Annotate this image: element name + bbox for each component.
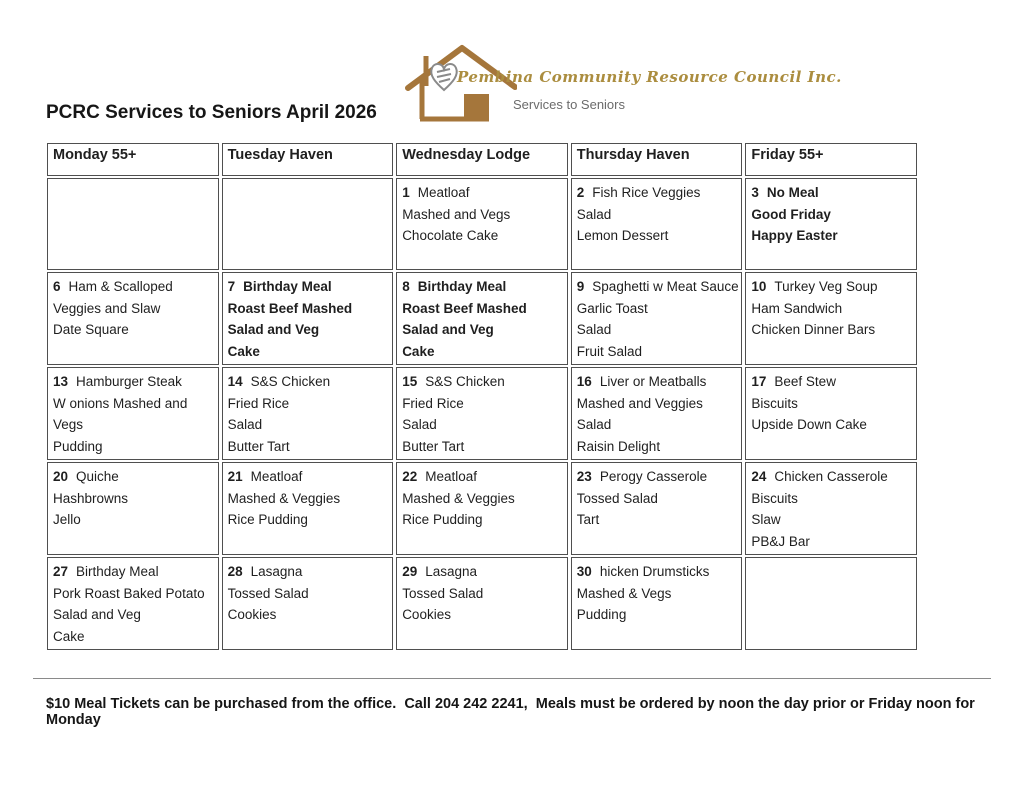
meal-line bbox=[751, 276, 915, 298]
meal-line bbox=[228, 583, 392, 605]
meal-line bbox=[751, 488, 915, 510]
meal-line bbox=[228, 436, 392, 458]
meal-cell-day-3 bbox=[745, 178, 917, 270]
meal-item: Mashed & Vegs bbox=[576, 585, 672, 601]
meal-item: No Meal bbox=[766, 185, 819, 200]
meal-item: Tossed Salad bbox=[227, 585, 309, 601]
meal-cell-day-14 bbox=[222, 367, 394, 460]
meal-item: Liver or Meatballs bbox=[599, 374, 707, 389]
meal-line bbox=[577, 414, 741, 436]
meal-item: Birthday Meal bbox=[417, 279, 507, 294]
meal-cell-day-2 bbox=[571, 178, 743, 270]
meal-item: hicken Drumsticks bbox=[599, 564, 710, 579]
meal-line bbox=[402, 371, 566, 393]
meal-item: Chicken Dinner Bars bbox=[751, 322, 876, 337]
meal-item: Mashed & Veggies bbox=[402, 490, 515, 506]
door-shape bbox=[464, 94, 489, 119]
meal-line bbox=[402, 488, 566, 510]
meal-line bbox=[577, 393, 741, 415]
meal-item: Roast Beef Mashed bbox=[402, 300, 527, 316]
meal-item: S&S Chicken bbox=[250, 374, 331, 389]
meal-line bbox=[577, 466, 741, 488]
heart-hands-icon bbox=[431, 64, 457, 90]
meal-line bbox=[402, 583, 566, 605]
meal-line bbox=[577, 604, 741, 626]
meal-item: Fried Rice bbox=[402, 395, 464, 411]
day-number: 30 bbox=[576, 564, 592, 579]
meal-line bbox=[402, 341, 566, 363]
meal-item: Ham & Scalloped bbox=[68, 279, 173, 294]
meal-line bbox=[228, 371, 392, 393]
meal-item: Salad and Veg bbox=[402, 322, 494, 337]
meal-line bbox=[402, 319, 566, 341]
day-number: 10 bbox=[751, 279, 767, 294]
footer-note: $10 Meal Tickets can be purchased from the office. Call 204 242 2241, Meals must be ordered by noon the day prior or Friday noon for Monday bbox=[46, 696, 979, 728]
meal-line bbox=[53, 298, 217, 320]
meal-item: Garlic Toast bbox=[576, 300, 648, 316]
meal-line bbox=[228, 509, 392, 531]
meal-line bbox=[402, 466, 566, 488]
day-number: 20 bbox=[53, 469, 69, 484]
meal-item: Salad bbox=[576, 206, 612, 222]
meal-item: Ham Sandwich bbox=[751, 300, 843, 316]
meal-line bbox=[228, 319, 392, 341]
meal-item: Upside Down Cake bbox=[751, 417, 867, 432]
meal-item: Cake bbox=[53, 628, 85, 644]
meal-line bbox=[751, 393, 915, 415]
org-tagline: Services to Seniors bbox=[513, 97, 625, 112]
meal-cell-day-15 bbox=[396, 367, 568, 460]
meal-cell-day-28 bbox=[222, 557, 394, 650]
meal-line bbox=[53, 276, 217, 298]
meal-line bbox=[577, 436, 741, 458]
meal-line bbox=[228, 341, 392, 363]
meal-item: Perogy Casserole bbox=[599, 469, 708, 484]
meal-line bbox=[228, 298, 392, 320]
meal-line bbox=[228, 466, 392, 488]
meal-item: Birthday Meal bbox=[243, 279, 332, 294]
meal-line bbox=[577, 509, 741, 531]
day-column-header: Wednesday Lodge bbox=[396, 143, 568, 176]
day-number: 15 bbox=[402, 374, 418, 389]
meal-item: Slaw bbox=[751, 512, 781, 527]
day-column-header: Tuesday Haven bbox=[222, 143, 394, 176]
day-number: 22 bbox=[402, 469, 418, 484]
meal-item: Good Friday bbox=[751, 206, 831, 222]
day-number: 23 bbox=[576, 469, 592, 484]
calendar-body bbox=[47, 178, 917, 650]
meal-item: Cookies bbox=[227, 607, 277, 622]
day-number: 16 bbox=[576, 374, 592, 389]
calendar-header-row bbox=[47, 143, 917, 176]
meal-item: Mashed & Veggies bbox=[227, 490, 341, 506]
meal-item: Mashed and Vegs bbox=[402, 206, 511, 222]
day-number: 17 bbox=[751, 374, 767, 389]
day-number: 27 bbox=[53, 564, 69, 579]
meal-item: Lemon Dessert bbox=[576, 228, 669, 243]
meal-line bbox=[402, 393, 566, 415]
meal-line bbox=[402, 509, 566, 531]
meal-line bbox=[751, 466, 915, 488]
meal-cell-day-16 bbox=[571, 367, 743, 460]
meal-item: Salad and Veg bbox=[53, 607, 141, 622]
page-title: PCRC Services to Seniors April 2026 bbox=[46, 102, 377, 123]
meal-line bbox=[402, 604, 566, 626]
meal-calendar-table bbox=[44, 141, 920, 652]
meal-cell-day-24 bbox=[745, 462, 917, 555]
meal-cell-day-21 bbox=[222, 462, 394, 555]
meal-cell-day-22 bbox=[396, 462, 568, 555]
meal-line bbox=[577, 371, 741, 393]
pcrc-logo bbox=[405, 42, 842, 128]
meal-item: Hashbrowns bbox=[53, 490, 129, 506]
meal-item: Cake bbox=[227, 343, 260, 359]
meal-item: Beef Stew bbox=[774, 374, 836, 389]
day-number: 28 bbox=[227, 564, 243, 579]
meal-line bbox=[577, 225, 741, 247]
meal-line bbox=[53, 466, 217, 488]
meal-item: Cake bbox=[402, 343, 435, 359]
meal-line bbox=[53, 626, 217, 648]
meal-line bbox=[53, 436, 217, 458]
meal-cell-day-8 bbox=[396, 272, 568, 365]
meal-item: Lasagna bbox=[425, 564, 478, 579]
meal-item: Raisin Delight bbox=[576, 438, 661, 454]
meal-item: Pudding bbox=[53, 438, 103, 454]
meal-line bbox=[53, 583, 217, 605]
meal-item: Fish Rice Veggies bbox=[592, 185, 701, 200]
meal-item: Pudding bbox=[576, 607, 627, 622]
week-row bbox=[47, 462, 917, 555]
meal-line bbox=[228, 393, 392, 415]
meal-item: Chicken Casserole bbox=[774, 469, 888, 484]
meal-item: Biscuits bbox=[751, 490, 798, 506]
meal-item: Salad bbox=[576, 322, 612, 337]
meal-item: Quiche bbox=[76, 469, 119, 484]
meal-line bbox=[402, 561, 566, 583]
meal-item: Mashed and Veggies bbox=[576, 395, 703, 411]
week-row bbox=[47, 178, 917, 270]
meal-line bbox=[228, 488, 392, 510]
meal-line bbox=[402, 204, 566, 226]
org-name: Pembina Community Resource Council Inc. bbox=[457, 68, 842, 86]
day-number: 2 bbox=[576, 185, 585, 200]
day-number: 14 bbox=[227, 374, 243, 389]
meal-item: Meatloaf bbox=[250, 469, 303, 484]
meal-item: W onions Mashed and bbox=[53, 395, 188, 411]
meal-line bbox=[577, 182, 741, 204]
meal-item: Biscuits bbox=[751, 395, 798, 411]
meal-line bbox=[53, 371, 217, 393]
meal-line bbox=[751, 204, 915, 226]
meal-cell-day-1 bbox=[396, 178, 568, 270]
meal-item: Happy Easter bbox=[751, 228, 838, 243]
meal-item: Cookies bbox=[402, 607, 451, 622]
empty-meal-cell bbox=[47, 178, 219, 270]
meal-line bbox=[402, 225, 566, 247]
meal-item: PB&J Bar bbox=[751, 533, 810, 549]
meal-item: Jello bbox=[53, 512, 81, 527]
meal-line bbox=[577, 276, 741, 298]
meal-line bbox=[751, 371, 915, 393]
meal-cell-day-13 bbox=[47, 367, 219, 460]
meal-cell-day-27 bbox=[47, 557, 219, 650]
meal-cell-day-23 bbox=[571, 462, 743, 555]
week-row bbox=[47, 367, 917, 460]
meal-item: Vegs bbox=[53, 417, 84, 432]
meal-line bbox=[402, 414, 566, 436]
meal-item: Salad and Veg bbox=[227, 322, 320, 337]
day-number: 8 bbox=[402, 279, 410, 294]
day-number: 21 bbox=[227, 469, 243, 484]
day-column-header: Thursday Haven bbox=[571, 143, 743, 176]
meal-item: Salad bbox=[402, 417, 437, 432]
meal-cell-day-20 bbox=[47, 462, 219, 555]
meal-line bbox=[577, 298, 741, 320]
meal-line bbox=[228, 414, 392, 436]
meal-line bbox=[402, 436, 566, 458]
day-column-header: Friday 55+ bbox=[745, 143, 917, 176]
meal-line bbox=[751, 414, 915, 436]
meal-line bbox=[751, 509, 915, 531]
day-number: 3 bbox=[751, 185, 759, 200]
meal-item: Tart bbox=[576, 512, 600, 527]
meal-line bbox=[228, 276, 392, 298]
meal-line bbox=[53, 319, 217, 341]
meal-line bbox=[751, 182, 915, 204]
meal-item: Meatloaf bbox=[425, 469, 477, 484]
meal-item: Hamburger Steak bbox=[76, 374, 182, 389]
meal-line bbox=[577, 319, 741, 341]
meal-item: Date Square bbox=[53, 322, 129, 337]
meal-item: Spaghetti w Meat Sauce bbox=[592, 279, 739, 294]
meal-line bbox=[53, 414, 217, 436]
meal-item: Tossed Salad bbox=[402, 585, 484, 601]
meal-line bbox=[751, 225, 915, 247]
meal-item: Tossed Salad bbox=[576, 490, 658, 506]
meal-item: Fruit Salad bbox=[576, 343, 643, 359]
week-row bbox=[47, 272, 917, 365]
meal-line bbox=[402, 298, 566, 320]
meal-line bbox=[402, 182, 566, 204]
meal-line bbox=[577, 561, 741, 583]
meal-line bbox=[577, 341, 741, 363]
meal-line bbox=[577, 488, 741, 510]
meal-line bbox=[577, 204, 741, 226]
meal-line bbox=[751, 298, 915, 320]
meal-line bbox=[53, 509, 217, 531]
meal-item: Salad bbox=[576, 417, 612, 432]
meal-line bbox=[402, 276, 566, 298]
meal-cell-day-10 bbox=[745, 272, 917, 365]
meal-item: Pork Roast Baked Potato bbox=[53, 585, 205, 601]
meal-item: Lasagna bbox=[250, 564, 303, 579]
meal-item: Fried Rice bbox=[227, 395, 290, 411]
empty-meal-cell bbox=[222, 178, 394, 270]
meal-item: Meatloaf bbox=[417, 185, 470, 200]
meal-item: Chocolate Cake bbox=[402, 228, 499, 243]
meal-cell-day-6 bbox=[47, 272, 219, 365]
meal-line bbox=[577, 583, 741, 605]
meal-item: Roast Beef Mashed bbox=[227, 300, 353, 316]
meal-line bbox=[53, 561, 217, 583]
meal-item: Butter Tart bbox=[227, 438, 290, 454]
day-number: 24 bbox=[751, 469, 767, 484]
meal-line bbox=[53, 604, 217, 626]
footer-divider bbox=[33, 678, 991, 679]
meal-item: Veggies and Slaw bbox=[53, 300, 161, 316]
meal-item: Butter Tart bbox=[402, 438, 465, 454]
meal-cell-day-30 bbox=[571, 557, 743, 650]
meal-cell-day-17 bbox=[745, 367, 917, 460]
meal-cell-day-29 bbox=[396, 557, 568, 650]
meal-item: Rice Pudding bbox=[227, 512, 308, 527]
meal-line bbox=[751, 531, 915, 553]
header-row bbox=[47, 143, 917, 176]
day-number: 9 bbox=[576, 279, 585, 294]
meal-line bbox=[53, 488, 217, 510]
empty-meal-cell bbox=[745, 557, 917, 650]
meal-line bbox=[228, 604, 392, 626]
day-number: 6 bbox=[53, 279, 61, 294]
day-number: 13 bbox=[53, 374, 69, 389]
meal-line bbox=[228, 561, 392, 583]
meal-cell-day-9 bbox=[571, 272, 743, 365]
meal-cell-day-7 bbox=[222, 272, 394, 365]
meal-item: Salad bbox=[227, 417, 263, 432]
day-number: 1 bbox=[402, 185, 410, 200]
day-number: 29 bbox=[402, 564, 418, 579]
week-row bbox=[47, 557, 917, 650]
meal-line bbox=[53, 393, 217, 415]
meal-item: Birthday Meal bbox=[76, 564, 159, 579]
meal-line bbox=[751, 319, 915, 341]
meal-item: S&S Chicken bbox=[425, 374, 505, 389]
meal-item: Rice Pudding bbox=[402, 512, 483, 527]
meal-item: Turkey Veg Soup bbox=[774, 279, 878, 294]
day-column-header: Monday 55+ bbox=[47, 143, 219, 176]
day-number: 7 bbox=[227, 279, 236, 294]
